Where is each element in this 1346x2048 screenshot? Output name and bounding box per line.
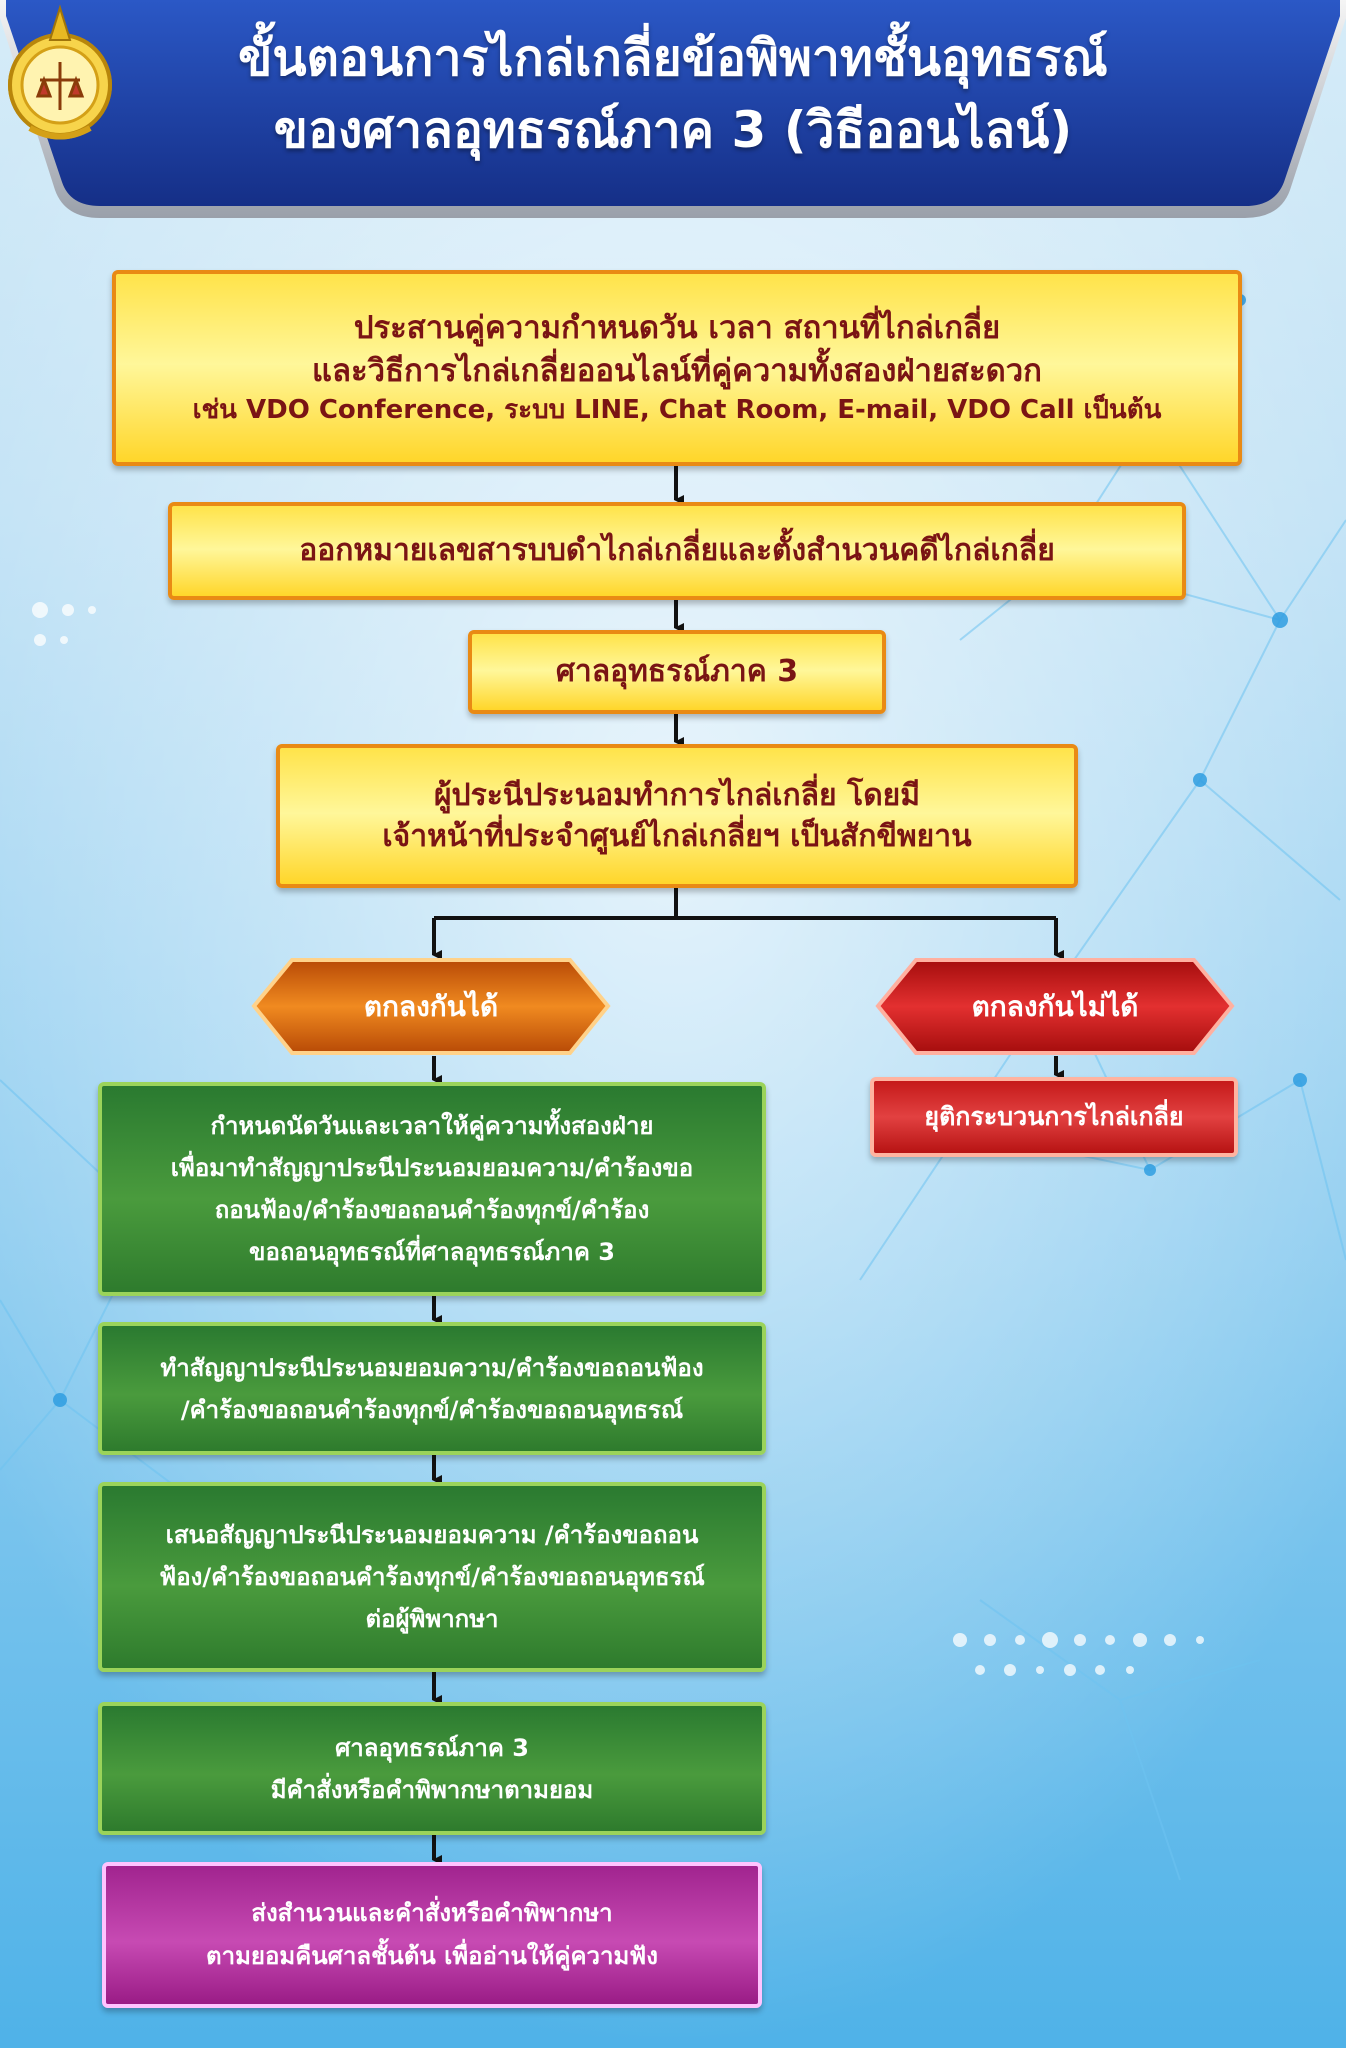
step-mediator <box>276 744 1078 888</box>
title-line: ของศาลอุทธรณ์ภาค 3 (วิธีออนไลน์) <box>273 101 1073 159</box>
step-text: เสนอสัญญาประนีประนอมยอมความ /คำร้องขอถอน <box>165 1521 699 1549</box>
step-text: เช่น VDO Conference, ระบบ LINE, Chat Room, E-mail, VDO Call เป็นต้น <box>192 394 1162 425</box>
step-text: ถอนฟ้อง/คำร้องขอถอนคำร้องทุกข์/คำร้อง <box>214 1196 650 1224</box>
step-text: ส่งสำนวนและคำสั่งหรือคำพิพากษา <box>251 1898 613 1927</box>
decision-agreed <box>250 957 612 1056</box>
step-appeal-court <box>468 630 886 714</box>
step-text: /คำร้องขอถอนคำร้องทุกข์/คำร้องขอถอนอุทธรณ์ <box>180 1395 684 1424</box>
step-text: ฟ้อง/คำร้องขอถอนคำร้องทุกข์/คำร้องขอถอนอุทธรณ์ <box>159 1563 705 1591</box>
step-text: และวิธีการไกล่เกลี่ยออนไลน์ที่คู่ความทั้งสองฝ่ายสะดวก <box>312 353 1042 390</box>
step-terminate-mediation <box>870 1077 1238 1157</box>
step-text: ขอถอนอุทธรณ์ที่ศาลอุทธรณ์ภาค 3 <box>249 1238 615 1266</box>
step-text: ตามยอมคืนศาลชั้นต้น เพื่ออ่านให้คู่ความฟัง <box>206 1942 658 1970</box>
decision-not-agreed <box>874 957 1236 1056</box>
step-text: ออกหมายเลขสารบบดำไกล่เกลี่ยและตั้งสำนวนคดีไกล่เกลี่ย <box>299 533 1055 569</box>
decision-label: ตกลงกันไม่ได้ <box>971 989 1139 1023</box>
step-text: ยุติกระบวนการไกล่เกลี่ย <box>924 1101 1184 1131</box>
step-text: ทำสัญญาประนีประนอมยอมความ/คำร้องขอถอนฟ้อง <box>160 1353 704 1382</box>
step-present-to-judge <box>98 1482 766 1672</box>
step-send-back-to-lower-court <box>102 1862 762 2008</box>
step-court-order <box>98 1702 766 1835</box>
step-text: เจ้าหน้าที่ประจำศูนย์ไกล่เกลี่ยฯ เป็นสักขีพยาน <box>382 819 972 854</box>
step-issue-case-number <box>168 502 1186 600</box>
step-text: ศาลอุทธรณ์ภาค 3 <box>335 1733 529 1762</box>
title-line: ขั้นตอนการไกล่เกลี่ยข้อพิพาทชั้นอุทธรณ์ <box>238 29 1108 87</box>
step-text: ประสานคู่ความกำหนดวัน เวลา สถานที่ไกล่เกลี่ย <box>353 310 1001 347</box>
step-text: ต่อผู้พิพากษา <box>365 1605 499 1633</box>
step-text: กำหนดนัดวันและเวลาให้คู่ความทั้งสองฝ่าย <box>210 1112 654 1140</box>
step-text: ศาลอุทธรณ์ภาค 3 <box>555 654 799 690</box>
step-make-contract <box>98 1322 766 1455</box>
decision-label: ตกลงกันได้ <box>363 989 499 1023</box>
step-text: เพื่อมาทำสัญญาประนีประนอมยอมความ/คำร้องขอ <box>170 1154 694 1182</box>
step-coordinate-parties <box>112 270 1242 466</box>
step-schedule-appointment <box>98 1082 766 1296</box>
step-text: มีคำสั่งหรือคำพิพากษาตามยอม <box>270 1775 594 1804</box>
step-text: ผู้ประนีประนอมทำการไกล่เกลี่ย โดยมี <box>433 777 921 813</box>
